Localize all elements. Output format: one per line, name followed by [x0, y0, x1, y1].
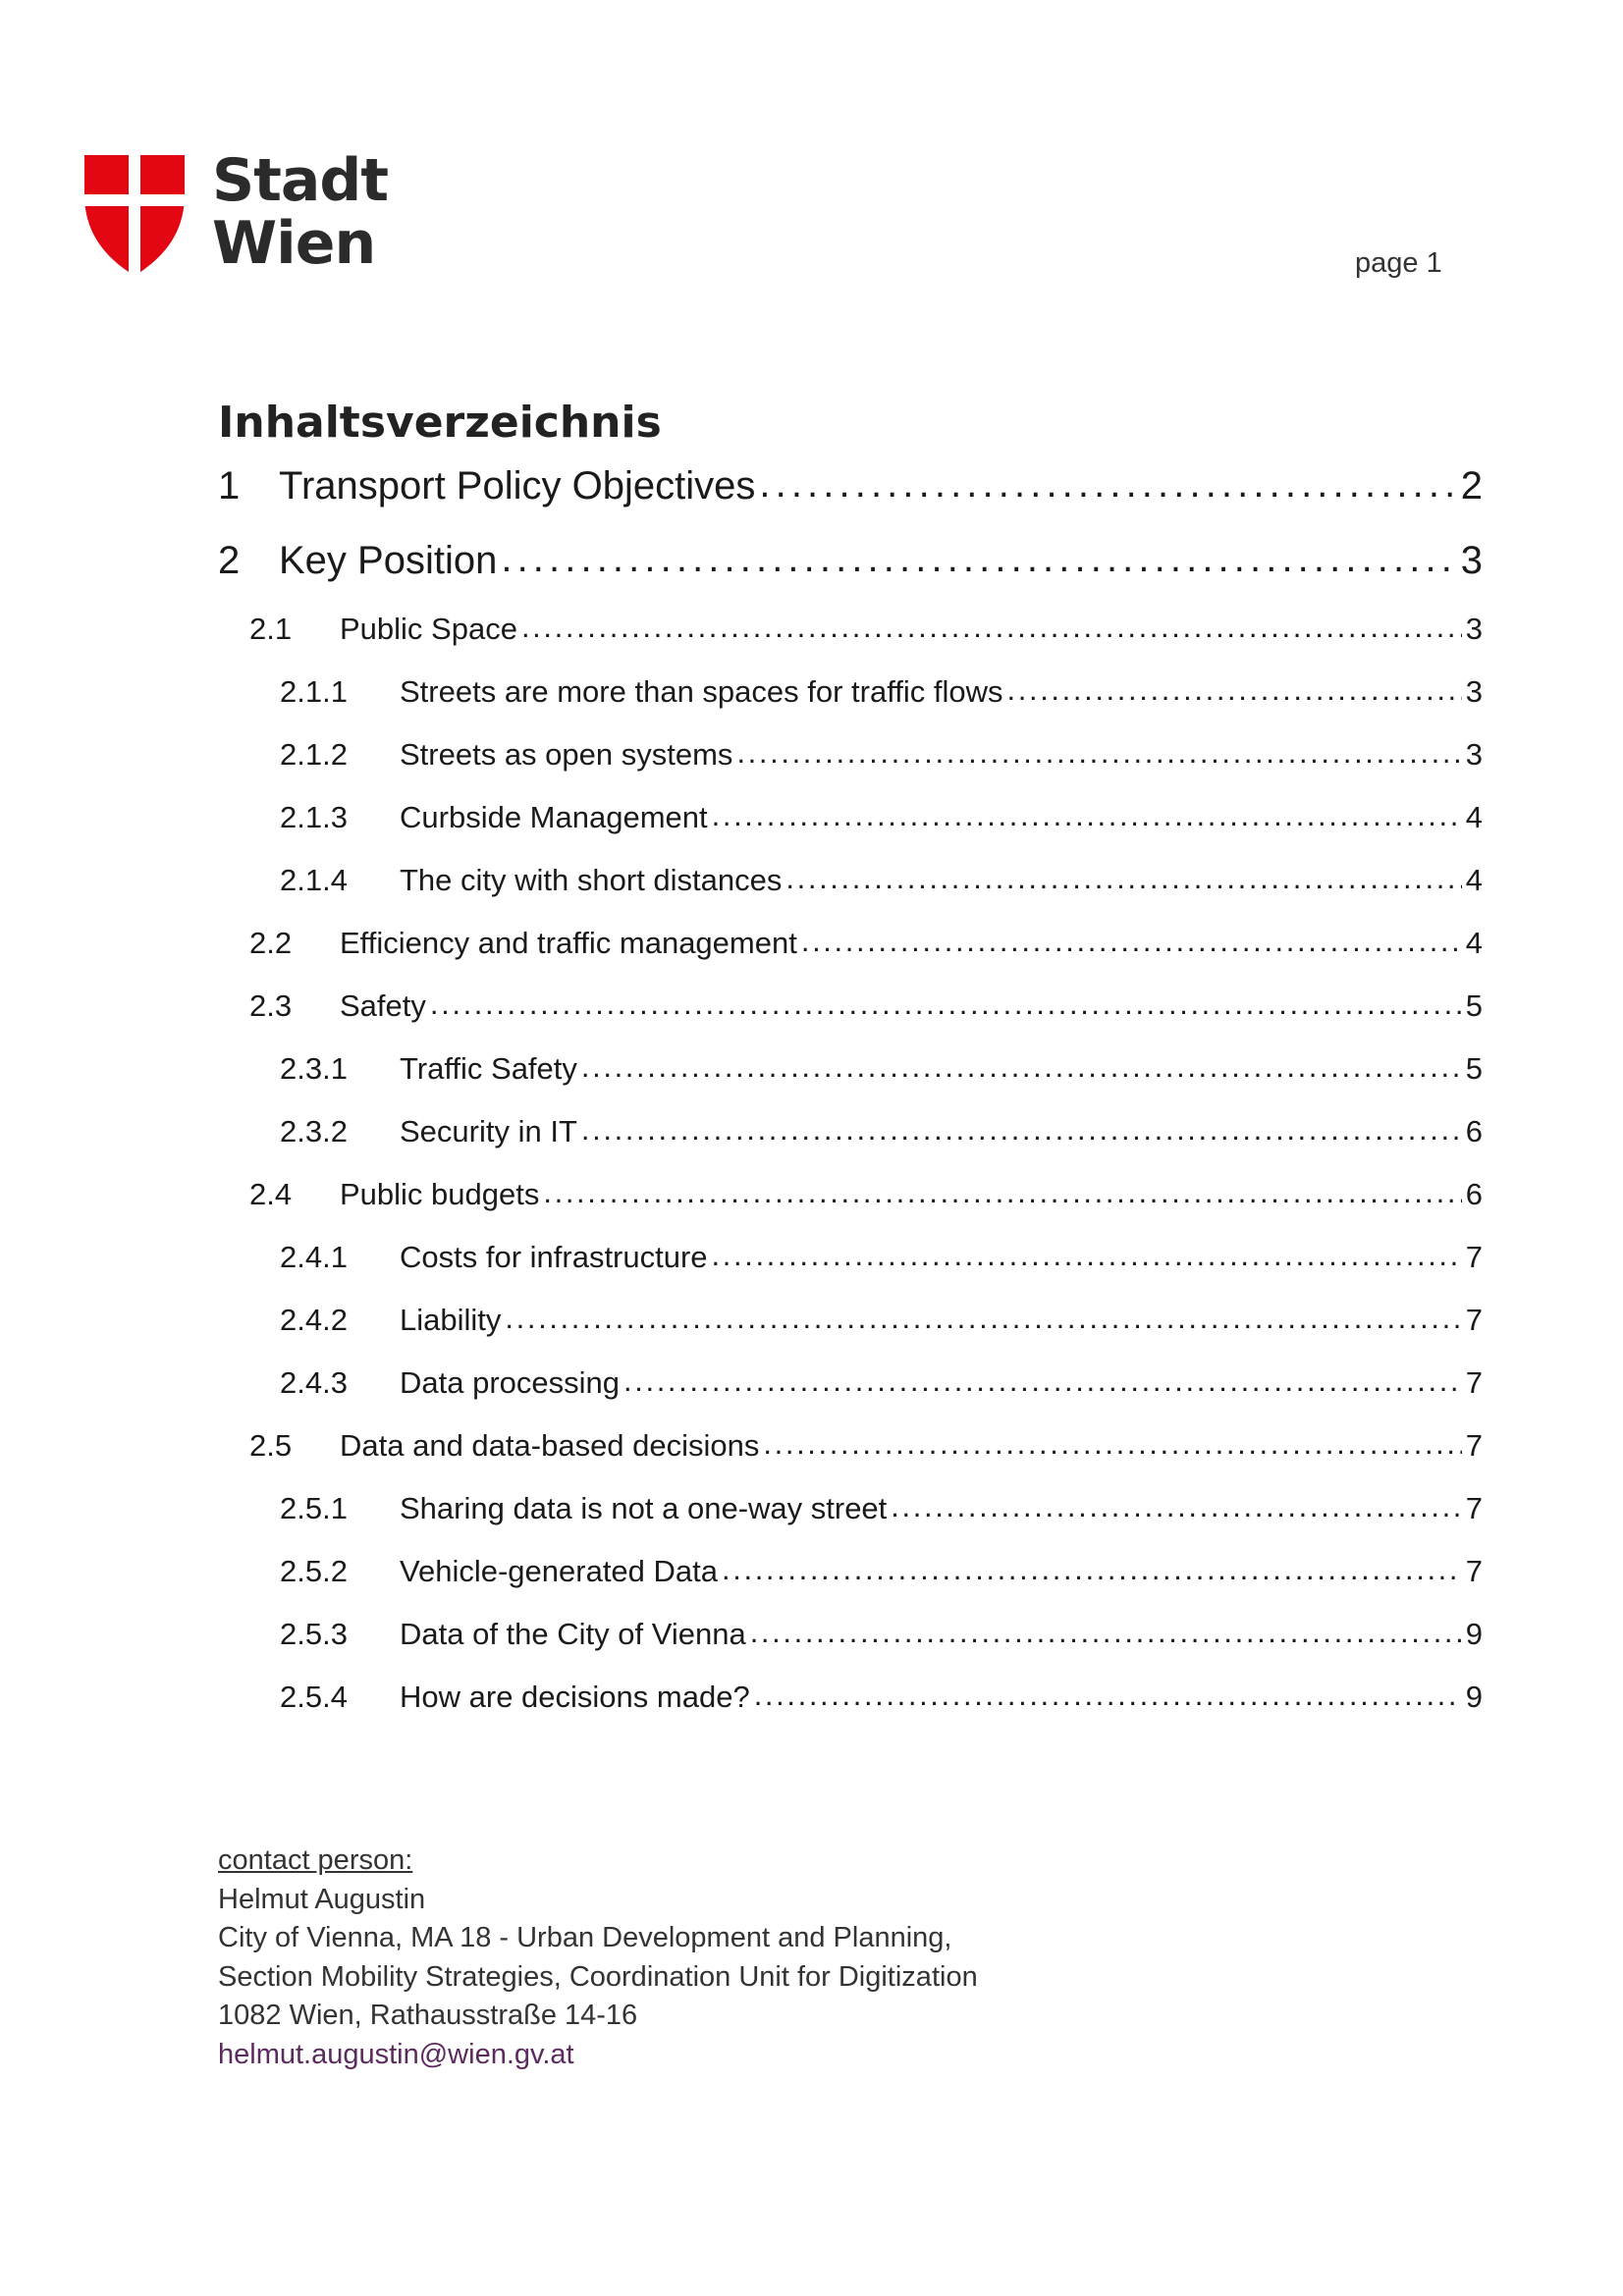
toc-dot-leader: [501, 521, 1456, 596]
logo-line-stadt: Stadt: [212, 146, 389, 215]
toc-entry[interactable]: [218, 975, 1483, 1038]
toc-heading: Inhaltsverzeichnis: [218, 398, 662, 448]
toc-entry[interactable]: [218, 1100, 1483, 1163]
toc-entry-title: Streets as open systems: [400, 737, 733, 772]
toc-entry-page: 5: [1465, 988, 1483, 1023]
toc-entry-title: Security in IT: [400, 1114, 577, 1148]
toc-entry[interactable]: [218, 1289, 1483, 1352]
toc-entry-page: 7: [1465, 1554, 1483, 1588]
toc-entry[interactable]: [218, 786, 1483, 849]
toc-entry-page: 6: [1465, 1177, 1483, 1211]
toc-entry-number: 2.4: [249, 1177, 293, 1211]
toc-dot-leader: [754, 1664, 1462, 1727]
toc-entry-number: 2.1: [249, 612, 293, 646]
toc-entry-page: 9: [1465, 1680, 1483, 1714]
toc-dot-leader: [801, 910, 1462, 973]
toc-entry-page: 4: [1465, 926, 1483, 960]
contact-name: Helmut Augustin: [218, 1883, 426, 1915]
toc-dot-leader: [581, 1036, 1462, 1098]
contact-address: 1082 Wien, Rathausstraße 14-16: [218, 2000, 638, 2031]
toc-entry-page: 6: [1465, 1114, 1483, 1148]
toc-dot-leader: [722, 1538, 1462, 1601]
toc-entry[interactable]: [218, 849, 1483, 912]
toc-entry-number: 2.1.4: [280, 863, 348, 897]
toc-dot-leader: [505, 1287, 1461, 1350]
toc-entry-page: 3: [1465, 612, 1483, 646]
contact-section: Section Mobility Strategies, Coordination Unit for Digitization: [218, 1960, 978, 1993]
toc-entry[interactable]: [218, 1038, 1483, 1100]
toc-entry-number: 2.4.3: [280, 1365, 348, 1400]
toc-dot-leader: [712, 784, 1462, 847]
page-number: page 1: [1355, 247, 1442, 279]
toc-entry-title: Sharing data is not a one-way street: [400, 1491, 888, 1525]
toc-entry-page: 9: [1465, 1617, 1483, 1651]
toc-entry-title: Public Space: [340, 612, 517, 646]
toc-entry[interactable]: [218, 912, 1483, 975]
toc-entry-title: How are decisions made?: [400, 1680, 750, 1714]
toc-entry-number: 2.5.4: [280, 1680, 348, 1714]
toc-dot-leader: [430, 973, 1462, 1036]
toc-entry-title: Efficiency and traffic management: [340, 926, 797, 960]
toc-entry-title: Transport Policy Objectives: [279, 464, 756, 507]
toc-entry[interactable]: [218, 1415, 1483, 1477]
toc-dot-leader: [891, 1475, 1461, 1538]
toc-entry[interactable]: [218, 449, 1483, 523]
toc-entry-title: Vehicle-generated Data: [400, 1554, 719, 1588]
toc-entry-title: Key Position: [279, 539, 498, 582]
toc-entry-title: Costs for infrastructure: [400, 1240, 708, 1274]
toc-entry-number: 2.4.1: [280, 1240, 348, 1274]
toc-entry-number: 2.4.2: [280, 1303, 348, 1337]
toc-dot-leader: [785, 847, 1461, 910]
toc-entry-title: Public budgets: [340, 1177, 540, 1211]
toc-entry-title: Data processing: [400, 1365, 621, 1400]
toc-entry-title: The city with short distances: [400, 863, 783, 897]
toc-entry-number: 2.5.2: [280, 1554, 348, 1588]
table-of-contents: [218, 388, 1483, 1729]
toc-entry-page: 7: [1465, 1365, 1483, 1400]
toc-dot-leader: [736, 721, 1461, 784]
toc-entry-number: 1: [218, 464, 241, 507]
toc-dot-leader: [712, 1224, 1462, 1287]
contact-block: [218, 1842, 978, 2074]
toc-entry-title: Liability: [400, 1303, 502, 1337]
toc-entry-title: Data of the City of Vienna: [400, 1617, 746, 1651]
toc-entry-title: Data and data-based decisions: [340, 1428, 760, 1463]
toc-entry-number: 2: [218, 539, 241, 582]
toc-entry-number: 2.1.1: [280, 674, 348, 709]
toc-dot-leader: [623, 1350, 1462, 1413]
toc-entry[interactable]: [218, 1477, 1483, 1540]
toc-dot-leader: [543, 1161, 1461, 1224]
toc-entry[interactable]: [218, 1666, 1483, 1729]
toc-entry[interactable]: [218, 1603, 1483, 1666]
toc-entry-page: 7: [1465, 1428, 1483, 1463]
toc-entry[interactable]: [218, 723, 1483, 786]
toc-entry-title: Streets are more than spaces for traffic flows: [400, 674, 1003, 709]
contact-label: contact person:: [218, 1844, 413, 1876]
toc-list: [218, 449, 1483, 1729]
toc-entry-page: 7: [1465, 1240, 1483, 1274]
contact-organization: City of Vienna, MA 18 - Urban Development and Planning,: [218, 1922, 952, 1953]
toc-entry-page: 3: [1460, 539, 1483, 582]
toc-entry-number: 2.5: [249, 1428, 293, 1463]
toc-dot-leader: [750, 1601, 1462, 1664]
toc-entry-title: Curbside Management: [400, 800, 708, 834]
toc-entry[interactable]: [218, 523, 1483, 598]
toc-entry[interactable]: [218, 661, 1483, 723]
toc-entry-title: Traffic Safety: [400, 1051, 577, 1086]
vienna-shield-icon: [84, 155, 185, 276]
toc-entry[interactable]: [218, 1163, 1483, 1226]
toc-dot-leader: [521, 596, 1462, 659]
toc-entry-page: 3: [1465, 737, 1483, 772]
toc-entry-number: 2.3.2: [280, 1114, 348, 1148]
logo-line-wien: Wien: [212, 209, 376, 278]
toc-entry[interactable]: [218, 1540, 1483, 1603]
toc-dot-leader: [581, 1098, 1462, 1161]
toc-entry-number: 2.3: [249, 988, 293, 1023]
toc-entry-page: 4: [1465, 863, 1483, 897]
toc-entry-page: 5: [1465, 1051, 1483, 1086]
toc-entry-number: 2.5.3: [280, 1617, 348, 1651]
toc-dot-leader: [763, 1413, 1461, 1475]
toc-entry-page: 2: [1460, 464, 1483, 507]
logo-text: [212, 146, 389, 278]
toc-entry-number: 2.1.2: [280, 737, 348, 772]
toc-entry[interactable]: [218, 1352, 1483, 1415]
toc-entry-number: 2.3.1: [280, 1051, 348, 1086]
toc-entry-number: 2.2: [249, 926, 293, 960]
toc-dot-leader: [1007, 659, 1462, 721]
toc-entry[interactable]: [218, 598, 1483, 661]
toc-entry-number: 2.5.1: [280, 1491, 348, 1525]
toc-entry-page: 4: [1465, 800, 1483, 834]
stadt-wien-logo: [84, 146, 399, 278]
toc-entry-page: 3: [1465, 674, 1483, 709]
toc-entry-number: 2.1.3: [280, 800, 348, 834]
toc-entry[interactable]: [218, 1226, 1483, 1289]
toc-entry-page: 7: [1465, 1491, 1483, 1525]
toc-entry-page: 7: [1465, 1303, 1483, 1337]
toc-dot-leader: [759, 447, 1456, 521]
contact-email-link[interactable]: helmut.augustin@wien.gv.at: [218, 2038, 574, 2070]
toc-entry-title: Safety: [340, 988, 426, 1023]
